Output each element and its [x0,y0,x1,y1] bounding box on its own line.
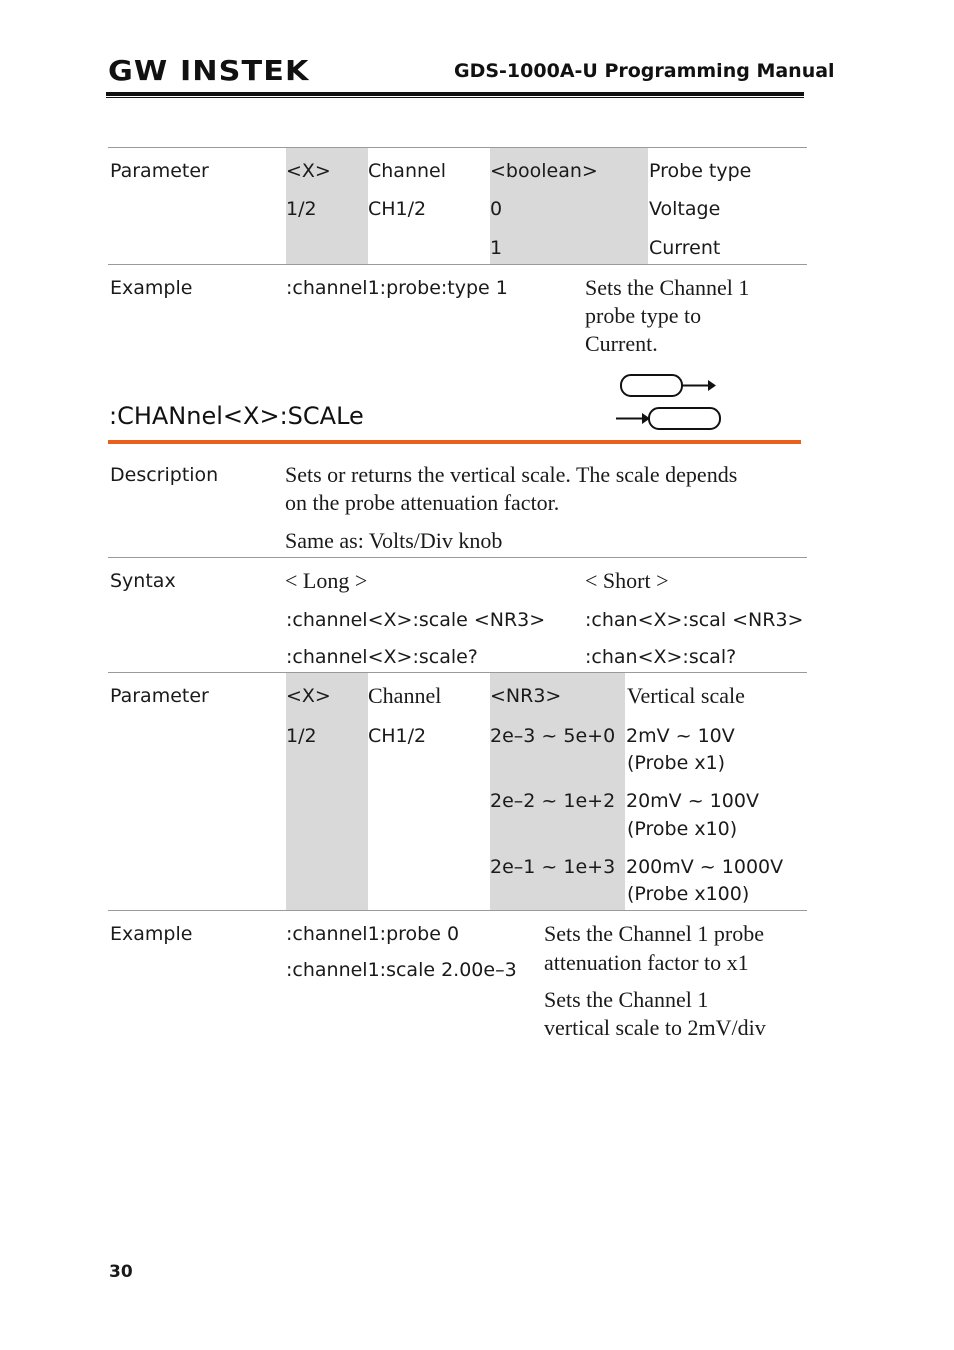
param-header-channel: Channel [368,160,447,182]
table-rule [108,557,807,558]
gw-instek-logo: GW INSTEK [108,54,310,87]
example-description-line: Current. [585,331,658,356]
example-description-line: attenuation factor to x1 [544,950,749,975]
table-rule [108,264,807,265]
example-description-line: Sets the Channel 1 [544,987,709,1012]
description-label: Description [110,464,219,486]
description-line: on the probe attenuation factor. [285,490,560,515]
example-command: :channel1:scale 2.00e–3 [286,959,517,981]
syntax-long-query: :channel<X>:scale? [286,646,478,668]
nr3-range: 2e–3 ~ 5e+0 [490,725,616,747]
example-command: :channel1:probe:type 1 [286,277,508,299]
syntax-short-header: < Short > [585,568,669,593]
param-boolean-value: 1 [490,237,503,259]
probe-factor: (Probe x100) [627,883,750,905]
param-channel-value: CH1/2 [368,725,427,747]
parameter-label: Parameter [110,160,209,182]
param-boolean-value: 0 [490,198,503,220]
param-header-x: <X> [286,685,331,707]
probe-factor: (Probe x1) [627,752,726,774]
example-command: :channel1:probe 0 [286,923,460,945]
probe-factor: (Probe x10) [627,818,738,840]
table-rule [108,672,807,673]
syntax-short-query: :chan<X>:scal? [585,646,737,668]
param-header-vertical-scale: Vertical scale [627,683,745,708]
example-description-line: Sets the Channel 1 probe [544,921,764,946]
syntax-long-header: < Long > [285,568,368,593]
table-rule [108,910,807,911]
syntax-label: Syntax [110,570,176,592]
nr3-range: 2e–1 ~ 1e+3 [490,856,616,878]
nr3-range: 2e–2 ~ 1e+2 [490,790,616,812]
scale-range: 20mV ~ 100V [626,790,759,812]
page-number: 30 [109,1262,133,1282]
section-title: :CHANnel<X>:SCALe [109,402,364,430]
example-label: Example [110,277,193,299]
query-command-icon [616,408,720,429]
same-as-text: Same as: Volts/Div knob [285,528,503,553]
param-header-nr3: <NR3> [490,685,562,707]
param-header-x: <X> [286,160,331,182]
document-title: GDS-1000A-U Programming Manual [454,60,835,82]
set-command-icon [621,375,716,396]
description-line: Sets or returns the vertical scale. The scale depends [285,462,738,487]
parameter-label: Parameter [110,685,209,707]
example-label: Example [110,923,193,945]
param-header-probe-type: Probe type [649,160,752,182]
scale-range: 200mV ~ 1000V [626,856,784,878]
example-description-line: probe type to [585,303,702,328]
header-rule-thin [106,97,804,98]
param-x-value: 1/2 [286,725,317,747]
header-rule [106,92,804,96]
syntax-short-set: :chan<X>:scal <NR3> [585,609,804,631]
param-x-value: 1/2 [286,198,317,220]
example-description-line: Sets the Channel 1 [585,275,750,300]
param-channel-value: CH1/2 [368,198,427,220]
param-probe-value: Current [649,237,721,259]
param-header-channel: Channel [368,683,442,708]
table-rule [108,147,807,148]
section-rule [108,440,801,444]
example-description-line: vertical scale to 2mV/div [544,1015,766,1040]
param-probe-value: Voltage [649,198,721,220]
syntax-long-set: :channel<X>:scale <NR3> [286,609,546,631]
shaded-column [286,673,368,910]
param-header-boolean: <boolean> [490,160,598,182]
scale-range: 2mV ~ 10V [626,725,735,747]
